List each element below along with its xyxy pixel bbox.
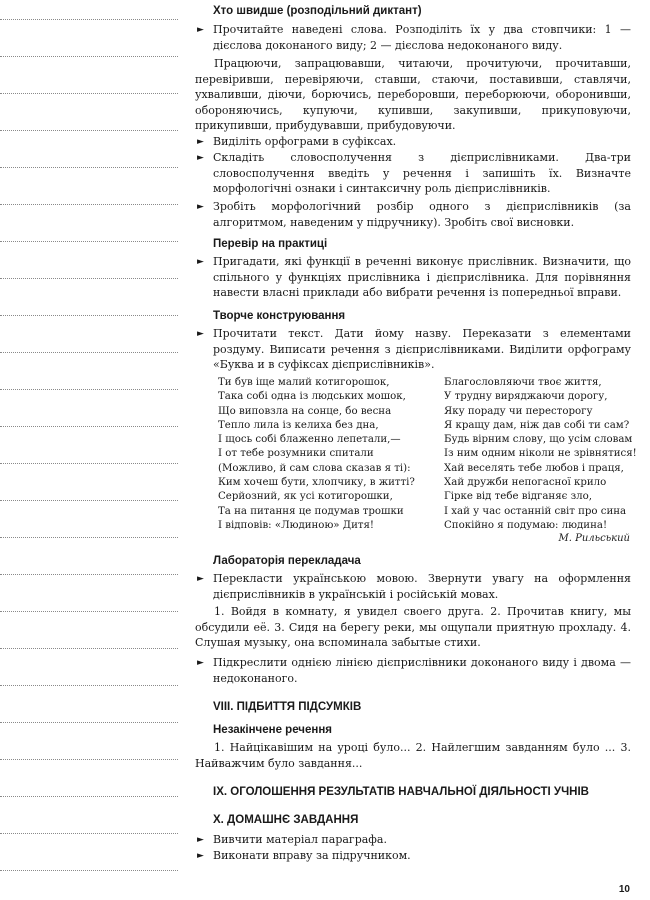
note-line [0,278,178,279]
unfinished-sentences: 1. Найцікавішим на уроці було... 2. Найлегшим завданням було ... 3. Найважчим було завдання... [195,741,631,770]
section-title-lab: Лабораторія перекладача [213,555,361,567]
note-line [0,315,178,316]
poem-line-right: Хай дружби непогасної крило [444,477,607,489]
poem-line-left: (Можливо, й сам слова сказав я ті): [218,462,411,474]
poem-line-left: Тепло лила із келиха без дна, [218,419,379,431]
note-line [0,759,178,760]
bullet-icon: ► [197,202,204,212]
note-line [0,722,178,723]
poem-line-right: Спокійно я подумаю: людина! [444,519,608,531]
poem-line-left: Ким хочеш бути, хлопчику, в житті? [218,477,415,489]
poem-line-left: Ти був іще малий котигорошок, [218,377,390,388]
note-line [0,463,178,464]
note-line [0,389,178,390]
bullet-icon: ► [197,329,204,339]
note-line [0,167,178,168]
poem-line-right: Із ним одним ніколи не зрівнятися! [444,448,637,460]
note-line [0,93,178,94]
homework-item-1: Вивчити матеріал параграфа. [213,833,387,846]
dictation-words: Працюючи, запрацювавши, читаючи, прочитуючи, прочитавши, перевіривши, перевіряючи, ставши, стаючи, поставивши, ставлячи, ухваливши, діючи, борючись, переборовши, переборюючи, оборонивши, обороняючись, купуючи, купивши, закупивши, прикуповуючи, прикупивши, прибудувавши, прибудовуючи. [195,57,631,132]
dictation-phrases-task: Складіть словосполучення з дієприслівниками. Два-три словосполучення введіть у речення і запишіть їх. Визначте морфологічні ознаки і синтаксичну роль дієприслівників. [213,151,631,195]
note-line [0,685,178,686]
note-line [0,130,178,131]
creative-task: Прочитати текст. Дати йому назву. Переказати з елементами роздуму. Виписати речення з дієприслівниками. Виділити орфограму «Буква и в суфіксах дієприслівників». [213,327,631,371]
poem-line-left: Що виповзла на сонце, бо весна [218,405,392,417]
poem-line-right: Будь вірним слову, що усім словам [444,434,633,446]
dictation-suffix-task: Виділіть орфограми в суфіксах. [213,135,397,148]
section-title-practice: Перевір на практиці [213,238,328,250]
poem-line-right: Я кращу дам, ніж дав собі ти сам? [444,419,630,431]
practice-task: Пригадати, які функції в реченні виконує прислівник. Визначити, що спільного у функціях прислівника і дієприслівника. Для порівняння навести власні приклади або вибрати речення із попередньої вправи. [213,255,631,299]
poem-line-right: Яку пораду чи пересторогу [444,405,593,417]
poem-line-left: І от тебе розумники спитали [218,448,374,460]
note-line [0,537,178,538]
bullet-icon: ► [197,137,204,147]
note-line [0,426,178,427]
note-line [0,56,178,57]
dictation-analysis-task: Зробіть морфологічний розбір одного з дієприслівників (за алгоритмом, наведеним у підручнику). Зробіть свої висновки. [213,200,631,229]
lab-underline-task: Підкреслити однією лінією дієприслівники доконаного виду і двома — недоконаного. [213,656,631,685]
note-line [0,870,178,871]
note-line [0,352,178,353]
note-line [0,500,178,501]
note-line [0,19,178,20]
margin-note-lines [0,0,178,900]
section-title-summary: VIII. ПІДБИТТЯ ПІДСУМКІВ [213,701,362,713]
section-title-homework: X. ДОМАШНЄ ЗАВДАННЯ [213,814,359,826]
poem-line-right: Гірке від тебе відганяє зло, [444,491,592,503]
section-title-unfinished: Незакінчене речення [213,724,332,736]
poem-line-right: У трудну виряджаючи дорогу, [444,391,608,403]
note-line [0,833,178,834]
poem-line-left: Серйозний, як усі котигорошки, [218,491,393,503]
bullet-icon: ► [197,25,204,35]
note-line [0,648,178,649]
section-title-dictation: Хто швидше (розподільний диктант) [213,5,422,17]
note-line [0,204,178,205]
poem-line-left: І відповів: «Людиною» Дитя! [218,519,375,531]
lab-task: Перекласти українською мовою. Звернути увагу на оформлення дієприслівників в українській і російській мовах. [213,572,631,601]
dictation-task: Прочитайте наведені слова. Розподіліть їх у два стовпчики: 1 — дієслова доконаного виду; 2 — дієслова недоконаного виду. [213,23,631,52]
poem-line-right: Благословляючи твоє життя, [444,377,602,388]
poem-line-left: Така собі одна із людських мошок, [218,391,406,403]
bullet-icon: ► [197,658,204,668]
bullet-icon: ► [197,835,204,845]
note-line [0,796,178,797]
section-title-creative: Творче конструювання [213,310,346,322]
page-number: 10 [618,884,630,895]
note-line [0,241,178,242]
poem-line-left: Та на питання це подумав трошки [218,505,404,517]
poem-author: М. Рильський [558,533,630,544]
section-title-announce: IX. ОГОЛОШЕННЯ РЕЗУЛЬТАТІВ НАВЧАЛЬНОЇ ДІЯЛЬНОСТІ УЧНІВ [213,786,589,798]
note-line [0,574,178,575]
bullet-icon: ► [197,851,204,861]
poem-left-column [218,376,415,533]
poem-line-left: І щось собі блаженно лепетали,— [218,434,401,446]
bullet-icon: ► [197,574,204,584]
note-line [0,611,178,612]
bullet-icon: ► [197,153,204,163]
poem-line-right: Хай веселять тебе любов і праця, [444,462,624,474]
homework-item-2: Виконати вправу за підручником. [213,849,411,862]
poem-right-column [444,376,637,533]
lab-russian-sentences: 1. Войдя в комнату, я увидел своего друга. 2. Прочитав книгу, мы обсудили её. 3. Сидя на берегу реки, мы ощупали приятную прохладу. 4. Слушая музыку, она вспоминала забытые стихи. [195,605,631,649]
poem-line-right: І хай у час останній світ про сина [444,505,627,517]
bullet-icon: ► [197,257,204,267]
